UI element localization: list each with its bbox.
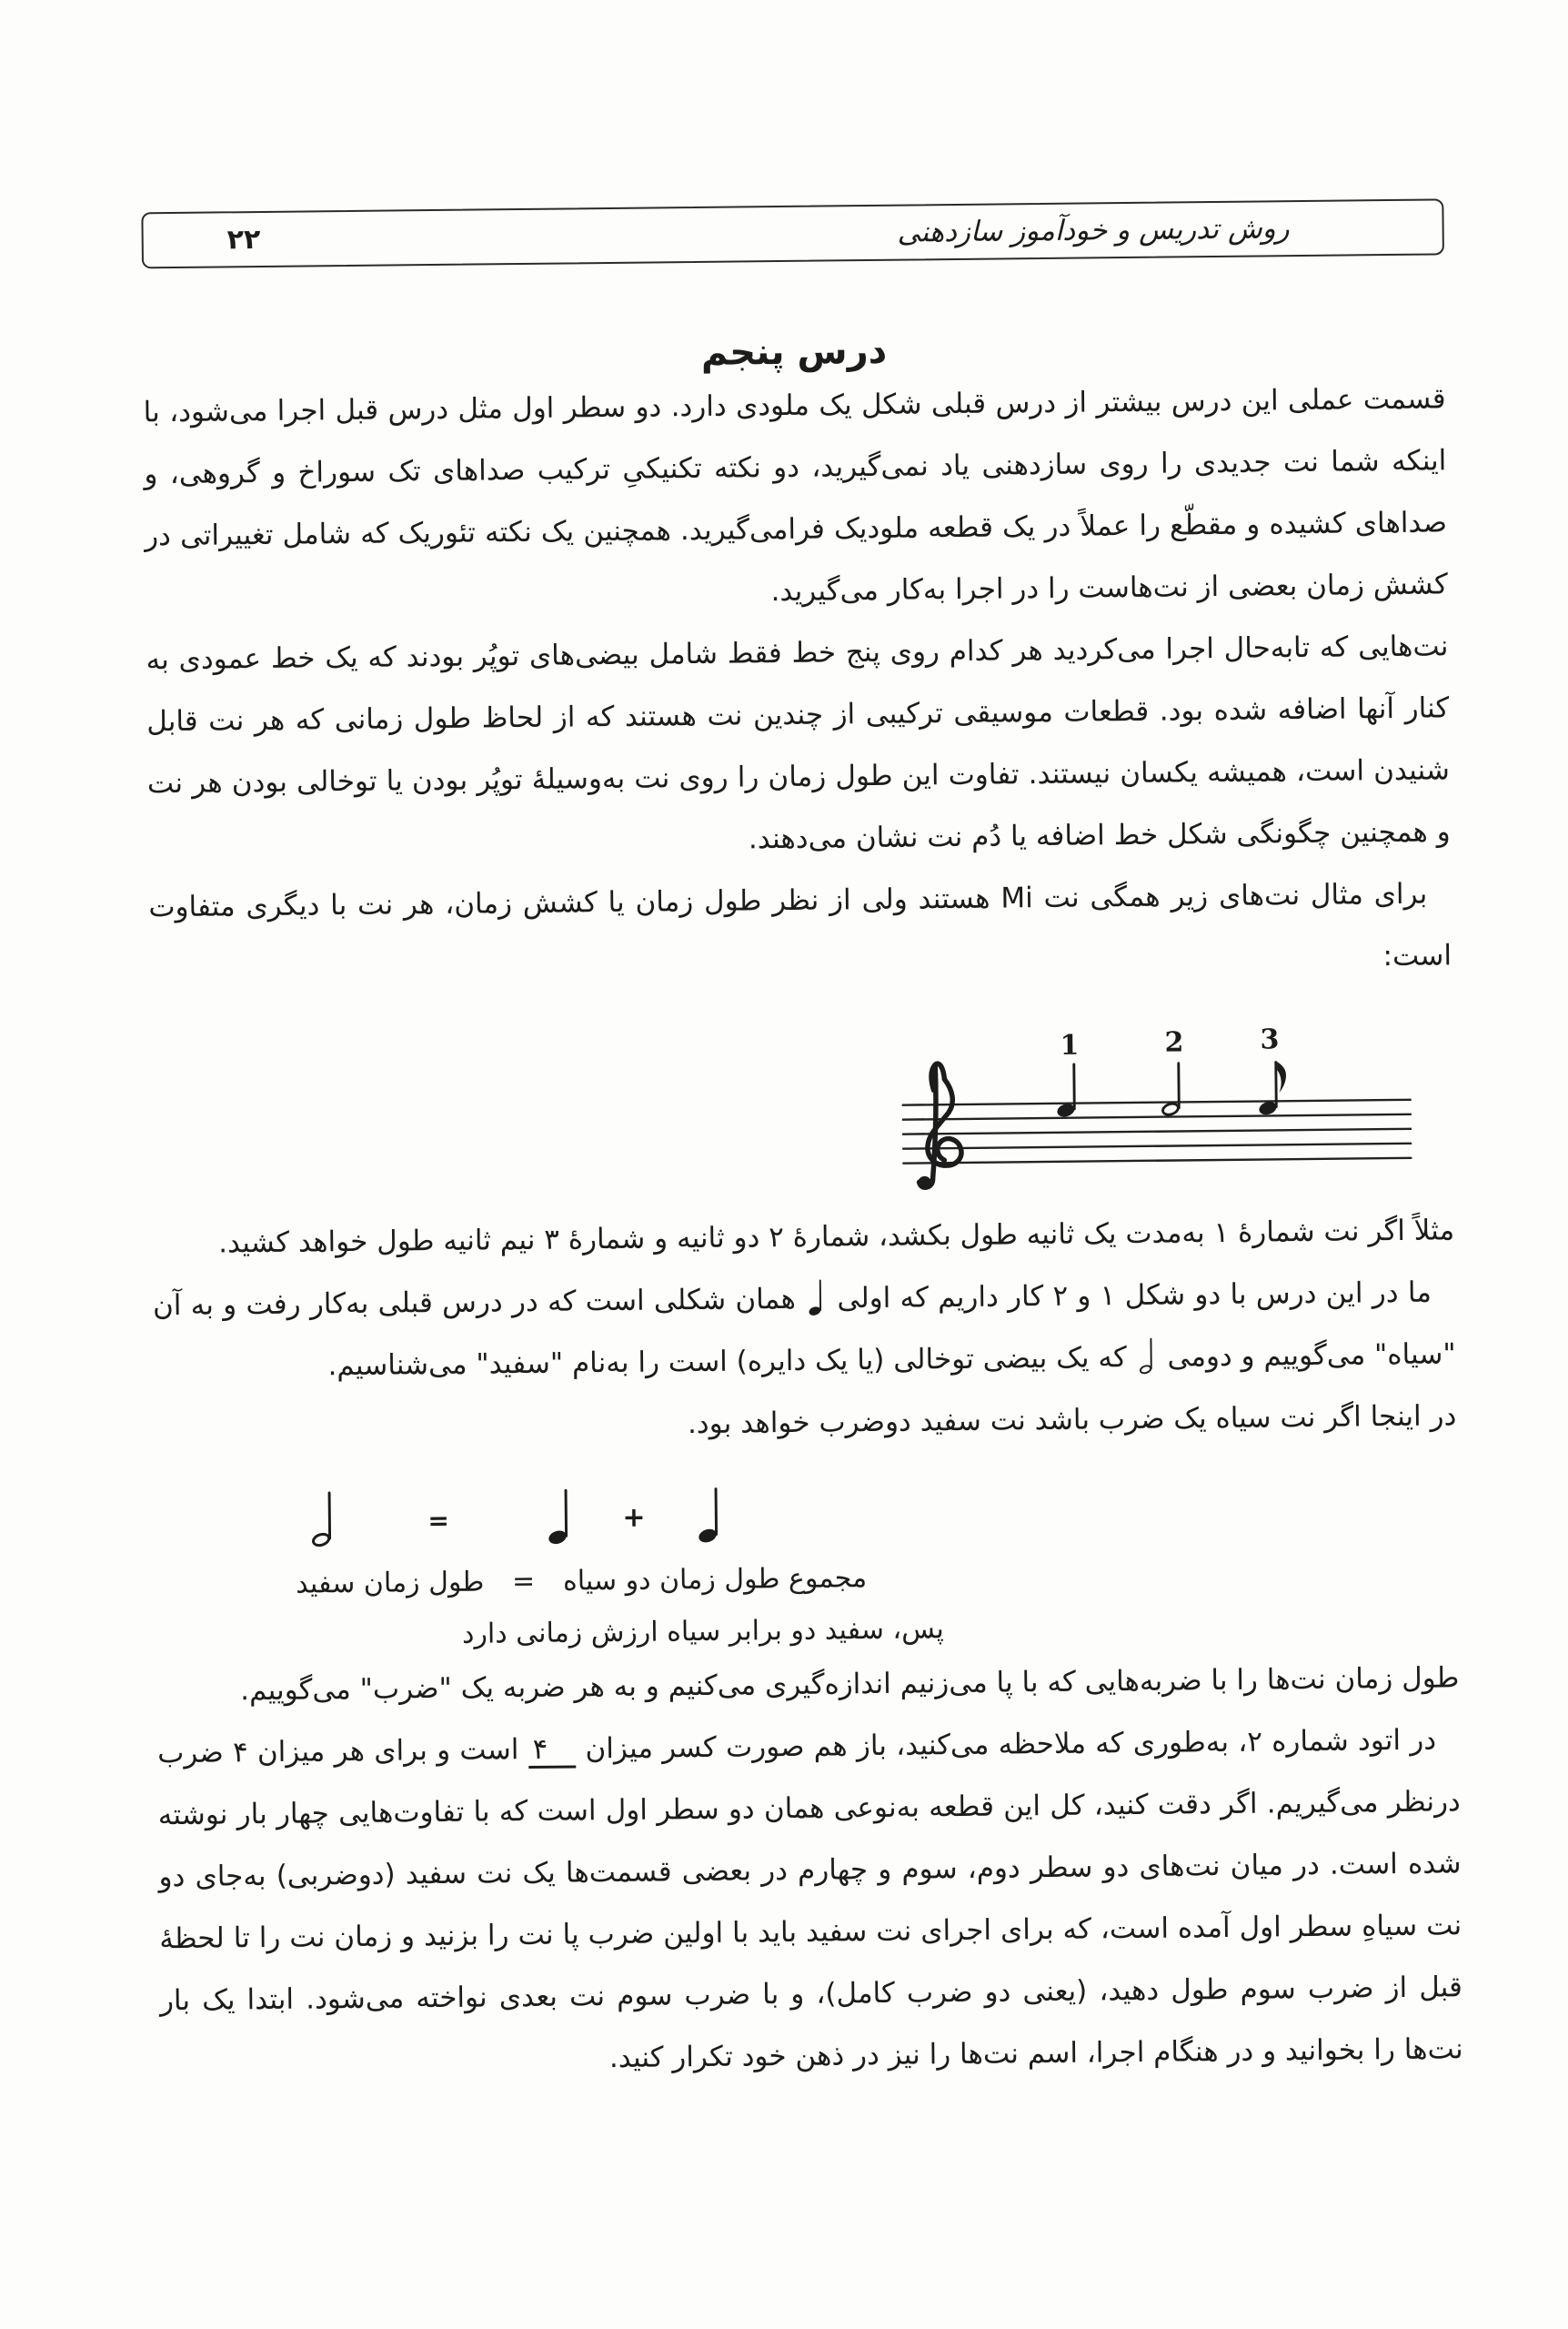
- note-value-equation: [155, 1454, 1458, 1555]
- quarter-note-wrapper: [698, 1480, 722, 1546]
- page-content: [0, 197, 1568, 2095]
- staff-lines: [902, 1100, 1412, 1164]
- text-run: ما در این درس با دو شکل ۱ و ۲ کار داریم که اولی: [827, 1275, 1432, 1316]
- eighth-note-icon: [1257, 1061, 1286, 1117]
- equation-caption: [296, 1557, 867, 1607]
- text-run: همان شکلی است که در درس قبلی به‌کار رفت و به آن "سیاه" می‌گوییم و دومی: [152, 1282, 1456, 1374]
- staff-figure-svg: [883, 1018, 1422, 1205]
- page-number: ۲۲: [226, 223, 261, 256]
- note-label-3: 3: [1260, 1023, 1280, 1056]
- meter-fraction: ۴: [528, 1733, 576, 1769]
- paragraph-etude-2: [157, 1709, 1463, 2093]
- quarter-note-icon: [809, 1275, 824, 1317]
- text-run: در اتود شماره ۲، به‌طوری که ملاحظه می‌کنید، باز هم صورت کسر میزان: [576, 1723, 1437, 1766]
- half-note-icon: [311, 1484, 336, 1549]
- equation-caption-white: طول زمان سفید: [296, 1566, 485, 1600]
- treble-clef-icon: [918, 1064, 961, 1187]
- text-run: است و برای هر میزان ۴ ضرب درنظر می‌گیریم. اگر دقت کنید، کل این قطعه به‌نوعی همان دو سطر اول است که با تفاوت‌هایی چهار بار نوشته شده است. در میان نت‌های دو سطر دوم، سوم و چهارم در بعضی قسمت‌ها یک نت سفید (دوضربی) به‌جای دو نت سیاهِ سطر اول آمده است، که برای اجرای نت سفید باید با اولین ضرب پا نت را بزنید و زمان نت را تا لحظهٔ قبل از ضرب سوم طول دهید، (یعنی دو ضرب کامل)، و با ضرب سوم نت بعدی نواخته می‌شود. ابتدا یک بار نت‌ها را بخوانید و در هنگام اجرا، اسم نت‌ها را نیز در ذهن خود تکرار کنید.: [156, 1732, 1463, 2075]
- quarter-note-icon: [698, 1480, 722, 1546]
- paragraph-note-shapes: نت‌هایی که تابه‌حال اجرا می‌کردید هر کدام روی پنج خط فقط شامل بیضی‌های توپُر بودند که یک خط عمودی به کنار آنها اضافه شده بود. قطعات موسیقی ترکیبی از چندین نت هستند که از لحاظ طول زمانی که هر نت قابل شنیدن است، همیشه یکسان نیستند. تفاوت این طول زمان را روی نت به‌وسیلهٔ توپُر بودن یا توخالی بودن هر نت و همچنین چگونگی شکل خط اضافه یا دُم نت نشان می‌دهند.: [146, 630, 1451, 856]
- half-note-icon: [1161, 1062, 1180, 1116]
- paragraph-example-intro: برای مثال نت‌های زیر همگی نت Mi هستند ولی از نظر طول زمان یا کشش زمان، هر نت با دیگری متفاوت است:: [148, 877, 1452, 973]
- text-run: که یک بیضی توخالی (یا یک دایره) است را به‌نام "سفید" می‌شناسیم.: [327, 1340, 1136, 1383]
- equals-sign: =: [427, 1505, 450, 1537]
- paragraph-black-white-names: [153, 1261, 1456, 1398]
- lesson-title: درس پنجم: [700, 329, 888, 374]
- half-note-wrapper: [311, 1484, 336, 1549]
- note-label-2: 2: [1164, 1026, 1184, 1059]
- paragraph-practical-part: قسمت عملی این درس بیشتر از درس قبلی شکل یک ملودی دارد. دو سطر اول مثل درس قبل اجرا می‌شود، با اینکه شما نت جدیدی را روی سازدهنی یاد نمی‌گیرید، دو نکته تکنیکیِ ترکیب صداهای تک سوراخ و گروهی، و صداهای کشیده و مقطّع را عملاً در یک قطعه ملودیک فرامی‌گیرید. همچنین یک نکته تئوریک که شامل تغییراتی در کشش زمان بعضی از نت‌هاست را در اجرا به‌کار می‌گیرید.: [143, 382, 1448, 609]
- paragraph-conclusion: پس، سفید دو برابر سیاه ارزش زمانی دارد: [461, 1613, 944, 1650]
- half-note-icon: [1139, 1334, 1154, 1376]
- paragraph-beat-definition: طول زمان نت‌ها را با ضربه‌هایی که با پا می‌زنیم اندازه‌گیری می‌کنیم و به هر ضربه یک "ضرب" می‌گوییم.: [239, 1661, 1460, 1708]
- book-title: روش تدریس و خودآموز سازدهنی: [897, 212, 1290, 249]
- equation-caption-sum: مجموع طول زمان دو سیاه: [562, 1562, 868, 1598]
- paragraph-durations: مثلاً اگر نت شمارهٔ ۱ به‌مدت یک ثانیه طول بکشد، شمارهٔ ۲ دو ثانیه و شمارهٔ ۳ نیم ثانیه طول خواهد کشید.: [217, 1214, 1455, 1260]
- equation-caption-equals: =: [511, 1565, 536, 1598]
- quarter-note-icon: [1055, 1063, 1076, 1119]
- note-label-1: 1: [1060, 1029, 1080, 1062]
- quarter-note-wrapper: [548, 1481, 572, 1547]
- plus-sign: +: [622, 1501, 646, 1534]
- running-header: [141, 198, 1444, 268]
- quarter-note-icon: [548, 1481, 572, 1547]
- paragraph-two-beats: در اینجا اگر نت سیاه یک ضرب باشد نت سفید دوضرب خواهد بود.: [687, 1399, 1457, 1441]
- staff-figure: [883, 1018, 1422, 1205]
